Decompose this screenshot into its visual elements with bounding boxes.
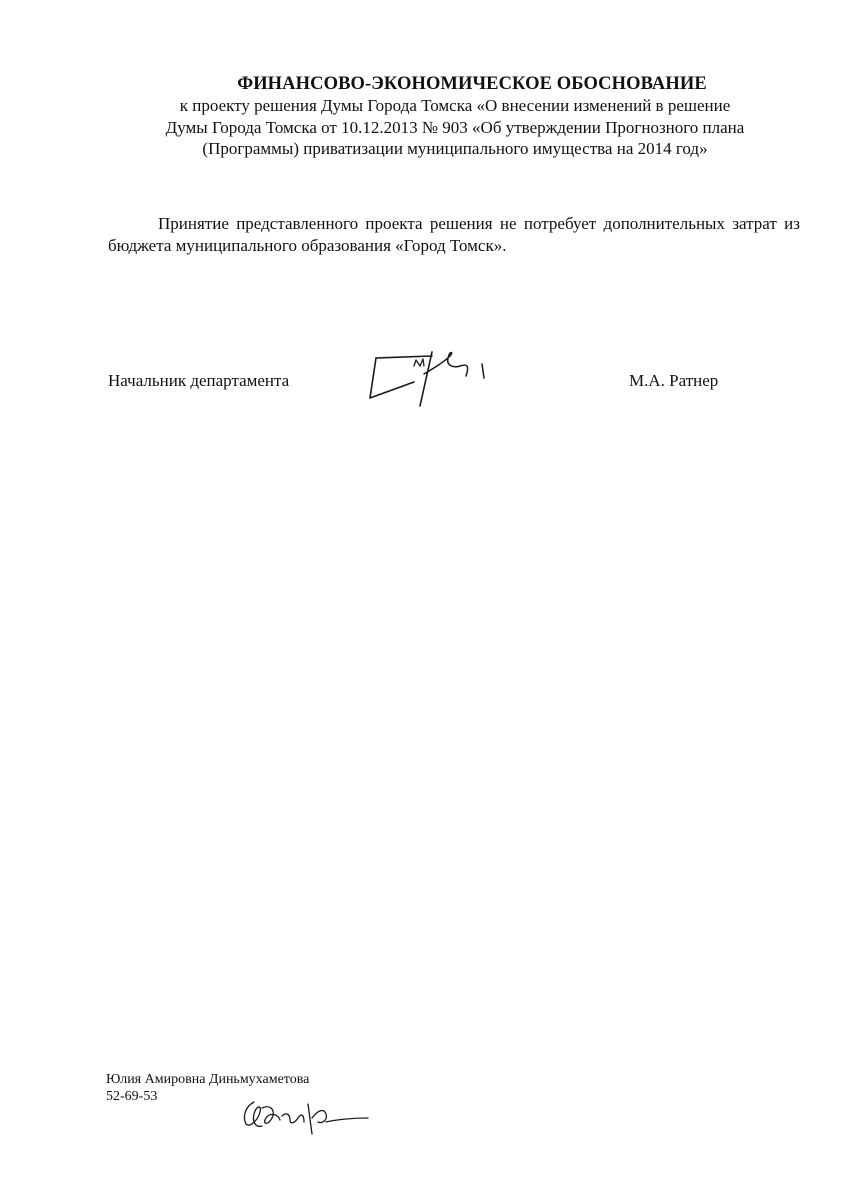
document-title: ФИНАНСОВО-ЭКОНОМИЧЕСКОЕ ОБОСНОВАНИЕ — [237, 74, 707, 94]
body-paragraph — [108, 213, 800, 257]
executor-phone: 52-69-53 — [106, 1089, 158, 1104]
document-subtitle — [0, 95, 850, 160]
signatory-signature — [362, 344, 492, 410]
subtitle-line: (Программы) приватизации муниципального имущества на 2014 год» — [202, 139, 708, 158]
body-line: бюджета муниципального образования «Город Томск». — [108, 236, 507, 255]
signatory-position: Начальник департамента — [108, 371, 290, 390]
subtitle-line: к проекту решения Думы Города Томска «О внесении изменений в решение — [179, 96, 731, 115]
executor-signature — [232, 1094, 372, 1140]
subtitle-line: Думы Города Томска от 10.12.2013 № 903 «Об утверждении Прогнозного плана — [165, 117, 745, 137]
executor-name: Юлия Амировна Диньмухаметова — [106, 1072, 310, 1087]
body-line: Принятие представленного проекта решения не потребует дополнительных затрат из — [158, 214, 800, 233]
signatory-name: М.А. Ратнер — [629, 371, 719, 390]
